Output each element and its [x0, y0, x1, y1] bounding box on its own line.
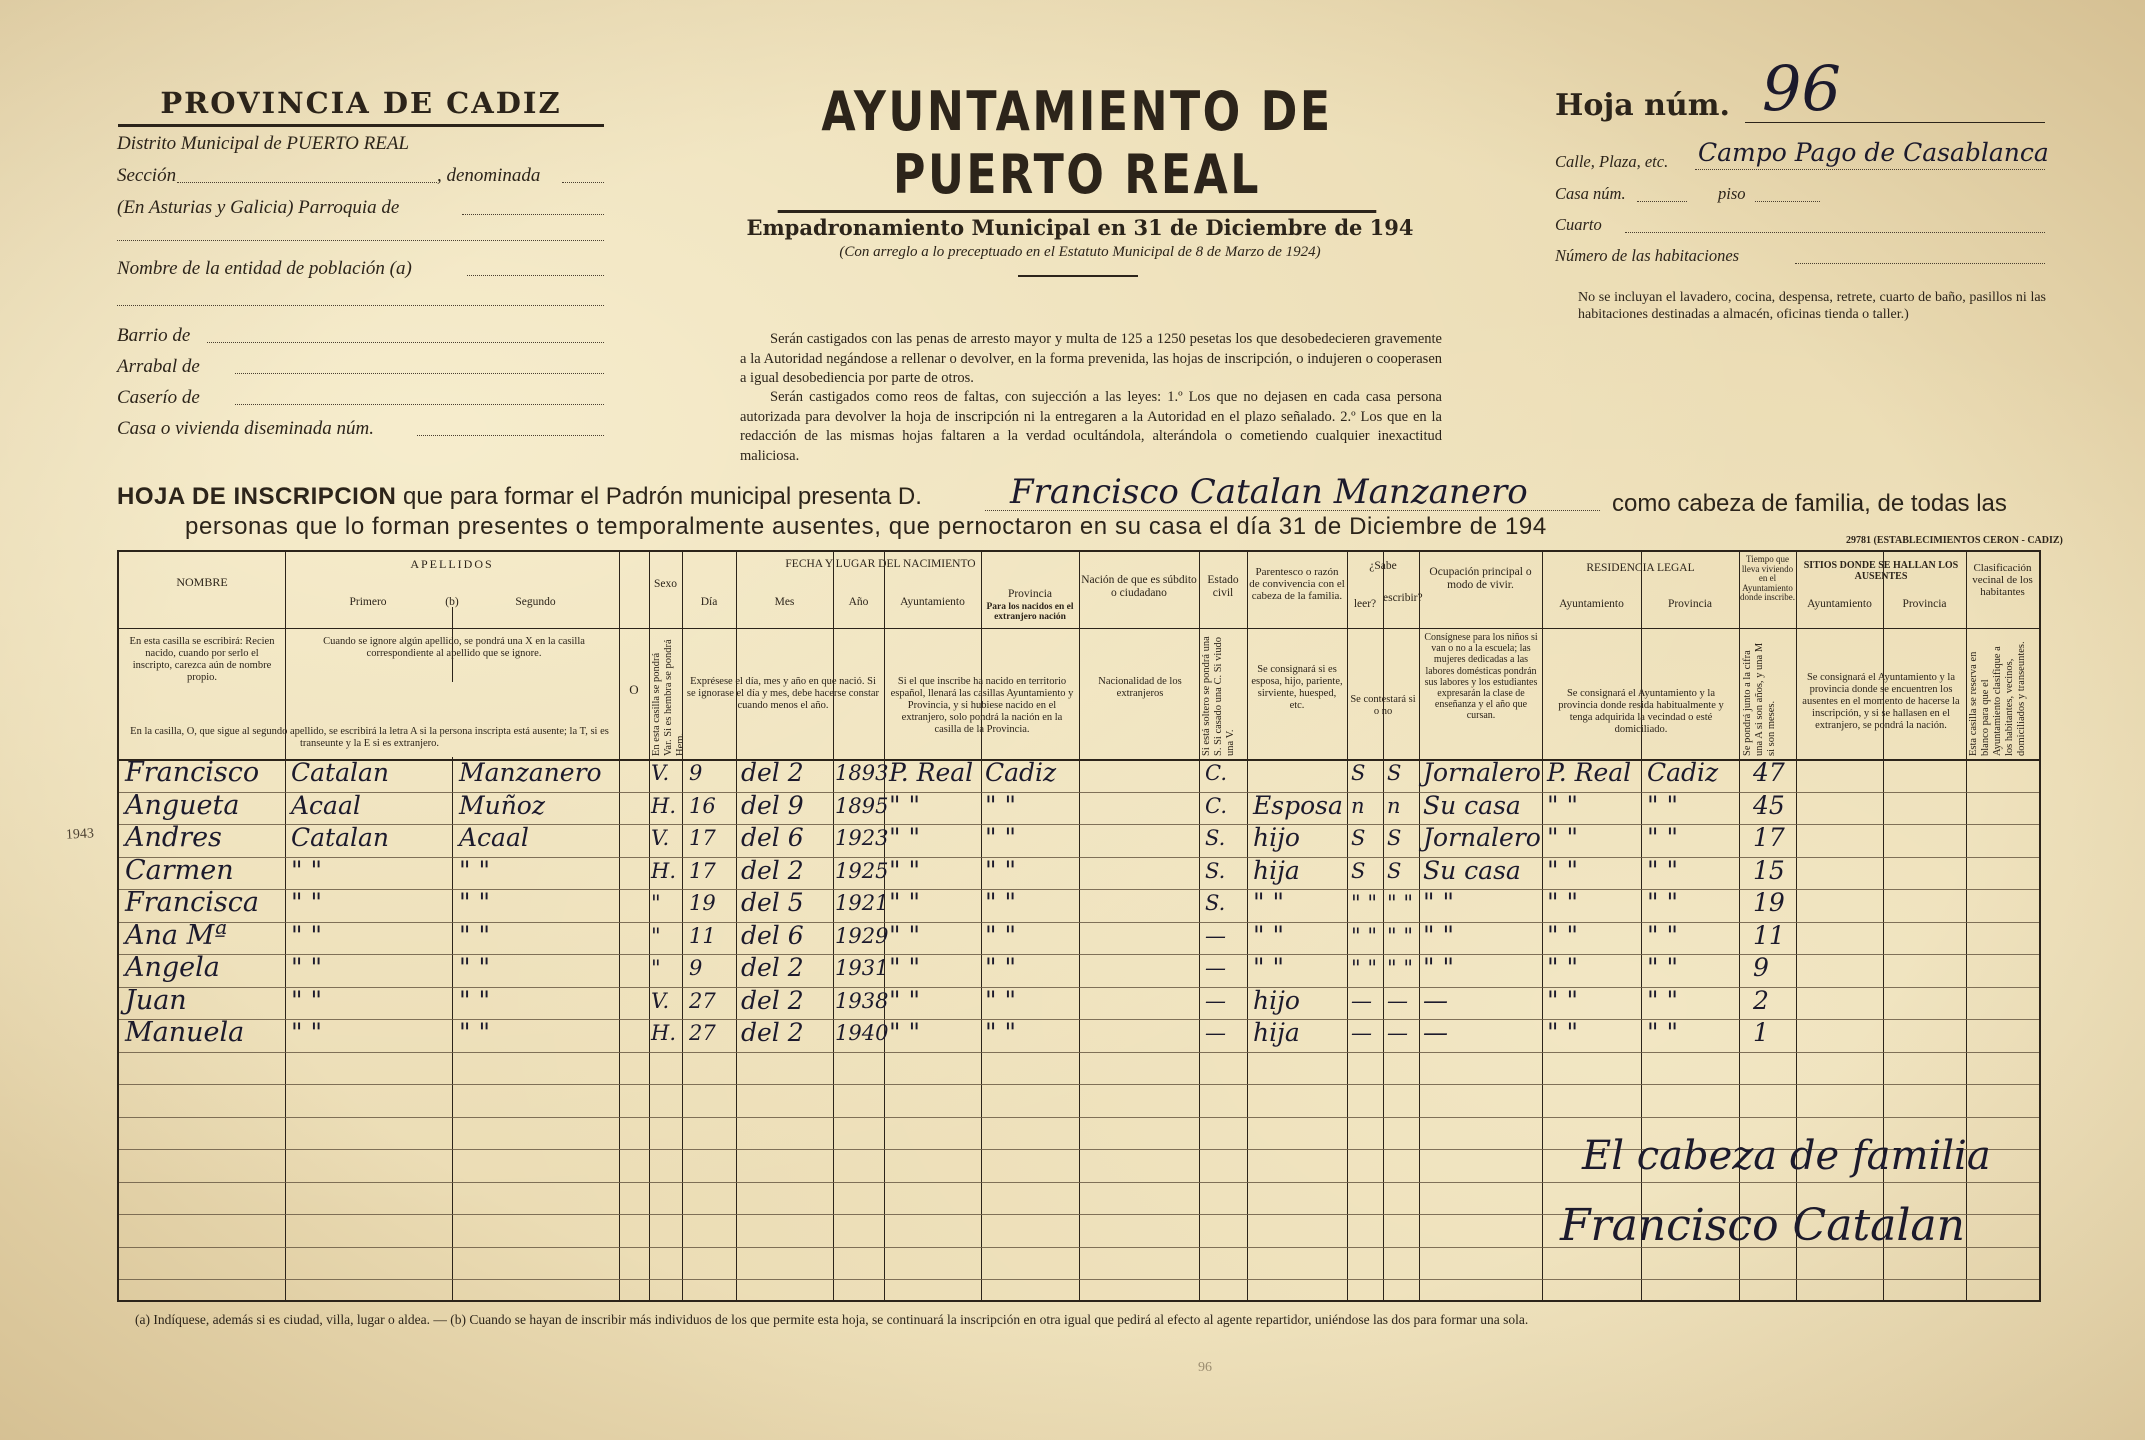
seccion-label: Sección	[117, 165, 177, 186]
cell-res-prov: " "	[1647, 985, 1678, 1015]
hdr-residencia: RESIDENCIA LEGAL	[1586, 562, 1695, 574]
cell-leer: S	[1351, 858, 1366, 883]
cell-ayto: " "	[889, 790, 920, 820]
cell-estado: —	[1205, 923, 1226, 948]
inst-lugar: Si el que inscribe ha nacido en territorio español, llenará las casillas Ayuntamiento y Provincia, y si hubiese nacido en el extranjero, solo pondrá la nación en la casilla de la Provincia.	[890, 676, 1074, 735]
cell-res-prov: " "	[1647, 888, 1678, 917]
inscripcion-text-1: que para formar el Padrón municipal presenta D.	[402, 483, 922, 510]
cell-res-ayto: " "	[1547, 823, 1578, 852]
cell-estado: C.	[1205, 793, 1227, 818]
cell-tiempo: 45	[1753, 790, 1785, 820]
arrabal-field[interactable]	[235, 373, 604, 374]
hdr-escribir: escribir?	[1383, 592, 1423, 604]
cell-primero: " "	[291, 855, 322, 885]
cell-prov: " "	[985, 855, 1016, 885]
cell-ocupacion: —	[1423, 1018, 1448, 1047]
diseminada-field[interactable]	[417, 435, 604, 436]
cell-ayto: " "	[889, 823, 920, 852]
empadronamiento-subtitle: (Con arreglo a lo preceptuado en el Estatuto Municipal de 8 de Marzo de 1924)	[839, 244, 1321, 260]
row-line	[119, 1052, 2039, 1053]
hdr-parentesco: Parentesco o razón de convivencia con el cabeza de la familia.	[1249, 566, 1345, 602]
cell-sexo: "	[651, 891, 661, 915]
hdr-nombre: NOMBRE	[176, 575, 228, 589]
row-line	[119, 1182, 2039, 1183]
row-line	[119, 1117, 2039, 1118]
header-divider	[119, 628, 2039, 629]
cell-parentesco: Esposa	[1253, 790, 1343, 820]
cell-escribir: S	[1387, 761, 1402, 785]
cell-ocupacion: " "	[1423, 888, 1454, 917]
inst-estado: Si está soltero se pondrá una S. Si casado una C. Si viudo una V.	[1201, 636, 1236, 756]
cell-segundo: " "	[459, 920, 490, 950]
cell-res-prov: " "	[1647, 1018, 1678, 1047]
cell-res-ayto: P. Real	[1547, 758, 1632, 787]
hdr-segundo: Segundo	[515, 596, 556, 608]
cell-escribir: " "	[1387, 891, 1413, 915]
cell-ocupacion: " "	[1423, 953, 1454, 982]
cell-estado: —	[1205, 988, 1226, 1013]
hdr-ayuntamiento: Ayuntamiento	[900, 596, 965, 608]
hdr-clasificacion: Clasificación vecinal de los habitantes	[1972, 562, 2033, 598]
cell-parentesco: " "	[1253, 888, 1284, 917]
row-line	[119, 1084, 2039, 1085]
seccion-line	[117, 165, 604, 191]
caserio-field[interactable]	[235, 404, 604, 405]
cell-nombre: Angela	[125, 952, 220, 983]
cabeza-name: Francisco Catalan Manzanero	[1010, 472, 1528, 512]
cell-parentesco: hijo	[1253, 823, 1300, 852]
hdr-sexo: Sexo	[654, 578, 677, 590]
calle-field[interactable]	[1695, 169, 2045, 170]
cell-nombre: Ana Mª	[125, 919, 228, 951]
inscripcion-title: HOJA DE INSCRIPCION	[117, 483, 397, 510]
hdr-leer: leer?	[1353, 598, 1377, 610]
cell-nombre: Andres	[125, 822, 222, 853]
entidad-field[interactable]	[467, 275, 604, 276]
cell-res-prov: " "	[1647, 790, 1678, 820]
cell-anio: 1921	[835, 891, 889, 915]
cell-ocupacion: Su casa	[1423, 790, 1521, 820]
denominada-label: , denominada	[437, 165, 541, 186]
hoja-label: Hoja núm.	[1555, 88, 1730, 123]
inscripcion-line-2: personas que lo forman presentes o temporalmente ausentes, que pernoctaron en su casa el día 31 de Diciembre de 194	[185, 513, 1547, 540]
cell-segundo: " "	[459, 1018, 490, 1047]
cell-dia: 19	[689, 891, 716, 915]
cell-res-prov: " "	[1647, 855, 1678, 885]
cell-tiempo: 15	[1753, 855, 1785, 885]
cell-parentesco: hija	[1253, 855, 1300, 885]
cell-res-ayto: " "	[1547, 953, 1578, 982]
inst-casilla-o: En la casilla, O, que sigue al segundo apellido, se escribirá la letra A si la persona inscripta está ausente; la T, si es transeunte y la E si es extranjero.	[130, 726, 609, 749]
hdr-dia: Día	[700, 596, 718, 608]
cell-tiempo: 19	[1753, 888, 1785, 917]
cell-sexo: H.	[651, 793, 676, 818]
hdr-fecha-lugar: FECHA Y LUGAR DEL NACIMIENTO	[785, 558, 976, 570]
cell-prov: " "	[985, 953, 1016, 982]
hoja-number: 96	[1762, 52, 1841, 125]
inst-sabe: Se contestará si o no	[1350, 694, 1416, 717]
cell-estado: —	[1205, 956, 1226, 980]
cell-dia: 17	[689, 826, 716, 850]
cell-res-prov: " "	[1647, 953, 1678, 982]
cell-parentesco: " "	[1253, 920, 1284, 950]
cell-nombre: Angueta	[125, 789, 240, 821]
inst-ocupacion: Consígnese para los niños si van o no a la escuela; las mujeres dedicadas a las labores domésticas pondrán sus labores y los estudiantes expresarán la clase de enseñanza y el año que cursan.	[1424, 632, 1538, 722]
cell-res-ayto: " "	[1547, 888, 1578, 917]
hdr-primero: Primero	[349, 596, 387, 608]
table-row	[119, 824, 2039, 857]
cell-ocupacion: " "	[1423, 920, 1454, 950]
cell-sexo: V.	[651, 761, 670, 785]
cell-escribir: " "	[1387, 956, 1413, 980]
cuarto-line	[1555, 215, 2045, 239]
cell-dia: 27	[689, 1021, 716, 1045]
distrito-label: Distrito Municipal de PUERTO REAL	[117, 133, 410, 154]
inscripcion-text-1-end: como cabeza de familia, de todas las	[1612, 490, 2007, 517]
cell-escribir: S	[1387, 858, 1402, 883]
cell-sexo: "	[651, 956, 661, 980]
cell-nombre: Francisco	[125, 757, 260, 788]
cell-segundo: Manzanero	[459, 758, 602, 787]
cell-leer: S	[1351, 761, 1366, 785]
footnote: (a) Indíquese, además si es ciudad, villa, lugar o aldea. — (b) Cuando se hayan de inscribir más individuos de los que permite esta hoja, se continuará la inscripción en otra igual que pedirá al efecto al agente repartidor, uniéndose las dos para formar una sola.	[135, 1312, 1529, 1327]
cell-escribir: " "	[1387, 923, 1413, 948]
hdr-ocupacion: Ocupación principal o modo de vivir.	[1429, 566, 1532, 591]
printer-stamp: 29781 (ESTABLECIMIENTOS CERON - CADIZ)	[1846, 535, 2063, 546]
cell-segundo: " "	[459, 985, 490, 1015]
cell-primero: Acaal	[291, 790, 361, 820]
cell-res-prov: " "	[1647, 823, 1678, 852]
cell-anio: 1938	[835, 988, 889, 1013]
inst-tiempo: Se pondrá junto a la cifra una A si son años, y una M si son meses.	[1742, 642, 1777, 756]
ayuntamiento-title: AYUNTAMIENTO DE PUERTO REAL	[778, 80, 1377, 213]
cell-res-ayto: " "	[1547, 790, 1578, 820]
barrio-label: Barrio de	[117, 325, 191, 346]
hdr-anio: Año	[848, 596, 869, 608]
cell-escribir: —	[1387, 1021, 1408, 1045]
table-row	[119, 789, 2039, 825]
cell-parentesco: " "	[1253, 953, 1284, 982]
habitaciones-line	[1555, 246, 2045, 270]
cell-ayto: P. Real	[889, 758, 974, 787]
cell-mes: del 9	[741, 790, 804, 820]
cell-dia: 11	[689, 923, 716, 948]
cell-primero: Catalan	[291, 758, 389, 787]
signature-title: El cabeza de familia	[1582, 1133, 1991, 1179]
cell-ayto: " "	[889, 888, 920, 917]
cell-primero: " "	[291, 953, 322, 982]
diseminada-label: Casa o vivienda diseminada núm.	[117, 418, 375, 439]
cell-ocupacion: Jornalero	[1423, 823, 1541, 852]
empadronamiento-title: Empadronamiento Municipal en 31 de Diciembre de 194	[746, 215, 1414, 240]
cell-segundo: " "	[459, 953, 490, 982]
cell-sexo: V.	[651, 826, 670, 850]
cell-dia: 17	[689, 858, 716, 883]
cell-anio: 1923	[835, 826, 889, 850]
parroquia-field-cont[interactable]	[117, 240, 604, 241]
cell-ocupacion: Su casa	[1423, 855, 1521, 885]
inst-sexo: En esta casilla se pondrá Var. Si es hembra se pondrá Hem.	[651, 639, 686, 756]
cell-mes: del 2	[741, 985, 804, 1015]
cell-ocupacion: —	[1423, 985, 1448, 1015]
cell-res-ayto: " "	[1547, 920, 1578, 950]
hdr-tiempo: Tiempo que lleva viviendo en el Ayuntamiento donde inscribe.	[1740, 554, 1795, 602]
inscripcion-line-1	[117, 483, 922, 511]
distrito-line	[117, 133, 604, 159]
margin-number: 1943	[65, 826, 95, 843]
warning-paragraph-2: Serán castigados como reos de faltas, con sujección a las leyes: 1.º Los que no dejasen en cada casa persona autorizada para devolver la hoja de inscripción ni la entregaren a la Autoridad en el plazo señalado. 2.º Los que en la redacción de las mismas hojas faltaren a la verdad ocultándola, alterándola o cometiendo cualquier inexactitud maliciosa.	[740, 389, 1442, 464]
casa-field[interactable]	[1637, 201, 1687, 202]
cell-anio: 1940	[835, 1021, 889, 1045]
cell-escribir: n	[1387, 793, 1401, 818]
cell-res-ayto: " "	[1547, 1018, 1578, 1047]
cell-dia: 9	[689, 761, 703, 785]
cell-mes: del 2	[741, 1018, 804, 1047]
cell-prov: Cadiz	[985, 758, 1057, 787]
cell-primero: " "	[291, 985, 322, 1015]
cell-nombre: Carmen	[125, 854, 234, 886]
cell-tiempo: 2	[1753, 985, 1769, 1015]
calle-value: Campo Pago de Casablanca	[1698, 138, 2049, 167]
cell-prov: " "	[985, 888, 1016, 917]
hdr-sitios: SITIOS DONDE SE HALLAN LOS AUSENTES	[1803, 560, 1959, 582]
cell-sexo: H.	[651, 858, 676, 883]
habitaciones-field[interactable]	[1795, 263, 2045, 264]
arrabal-label: Arrabal de	[117, 356, 200, 377]
cell-dia: 27	[689, 988, 716, 1013]
entidad-label: Nombre de la entidad de población (a)	[117, 258, 412, 279]
cell-prov: " "	[985, 790, 1016, 820]
barrio-line	[117, 325, 604, 351]
casa-line	[1555, 184, 2045, 208]
cell-anio: 1929	[835, 923, 889, 948]
cell-leer: —	[1351, 1021, 1372, 1045]
cell-nombre: Manuela	[125, 1017, 245, 1048]
diseminada-line	[117, 418, 604, 444]
cell-leer: " "	[1351, 891, 1377, 915]
cell-dia: 16	[689, 793, 716, 818]
cell-parentesco: hijo	[1253, 985, 1300, 1015]
cell-tiempo: 1	[1753, 1018, 1769, 1047]
cell-res-prov: Cadiz	[1647, 758, 1719, 787]
hdr-aus-prov: Provincia	[1902, 598, 1947, 610]
cell-ayto: " "	[889, 953, 920, 982]
cell-estado: S.	[1205, 891, 1226, 915]
inst-clasificacion: Esta casilla se reserva en blanco para que el Ayuntamiento clasifique a los habitantes, vecinos, domiciliados y transeuntes.	[1968, 641, 2027, 756]
seccion-field[interactable]	[177, 182, 437, 183]
cell-ayto: " "	[889, 855, 920, 885]
cell-primero: Catalan	[291, 823, 389, 852]
cell-dia: 9	[689, 956, 703, 980]
bottom-mark: 96	[1198, 1360, 1212, 1375]
cell-primero: " "	[291, 1018, 322, 1047]
hdr-res-ayto: Ayuntamiento	[1559, 598, 1624, 610]
cell-anio: 1925	[835, 858, 889, 883]
cell-prov: " "	[985, 1018, 1016, 1047]
hdr-mes: Mes	[774, 596, 795, 608]
cell-primero: " "	[291, 920, 322, 950]
cell-segundo: " "	[459, 855, 490, 885]
entidad-field-cont[interactable]	[117, 305, 604, 306]
cell-mes: del 2	[741, 953, 804, 982]
inst-apellidos: Cuando se ignore algún apellido, se pondrá una X en la casilla correspondiente al apellido que se ignore.	[323, 636, 585, 659]
cell-prov: " "	[985, 920, 1016, 950]
cell-segundo: Acaal	[459, 823, 529, 852]
cell-estado: S.	[1205, 826, 1226, 850]
cell-escribir: —	[1387, 988, 1408, 1013]
habitaciones-label: Número de las habitaciones	[1555, 246, 1740, 265]
parroquia-line	[117, 197, 604, 223]
calle-label: Calle, Plaza, etc.	[1555, 152, 1669, 171]
hdr-provincia-sub: Para los nacidos en el extranjero nación	[986, 602, 1074, 622]
parroquia-field[interactable]	[462, 214, 604, 215]
cell-anio: 1931	[835, 956, 889, 980]
table-row	[119, 1019, 2039, 1052]
cuarto-field[interactable]	[1625, 232, 2045, 233]
table-row	[119, 954, 2039, 987]
inst-nombre: En esta casilla se escribirá: Recien nacido, cuando por serlo el inscripto, carezca aún de nombre propio.	[129, 636, 275, 683]
inst-nacion: Nacionalidad de los extranjeros	[1098, 676, 1182, 699]
table-row	[119, 889, 2039, 922]
ornament-divider	[1018, 275, 1138, 281]
hdr-circle-o: O	[629, 682, 639, 697]
cell-mes: del 2	[741, 758, 804, 787]
inst-ausentes: Se consignará el Ayuntamiento y la provincia donde se encuentren los ausentes en el momento de hacerse la inscripción, y si se hallasen en el extranjero, se pondrá la nación.	[1802, 672, 1960, 731]
inscription-table	[117, 550, 2041, 1302]
cell-primero: " "	[291, 888, 322, 917]
cell-ayto: " "	[889, 985, 920, 1015]
cell-res-prov: " "	[1647, 920, 1678, 950]
row-line	[119, 1279, 2039, 1280]
cell-leer: n	[1351, 793, 1365, 818]
arrabal-line	[117, 356, 604, 382]
cell-tiempo: 17	[1753, 823, 1785, 852]
cell-segundo: " "	[459, 888, 490, 917]
cuarto-label: Cuarto	[1555, 215, 1602, 234]
inst-fecha: Exprésese el día, mes y año en que nació. Si se ignorase el día y mes, debe hacerse constar cuando menos el año.	[686, 676, 880, 711]
cell-ocupacion: Jornalero	[1423, 758, 1541, 787]
warning-paragraph-1: Serán castigados con las penas de arresto mayor y multa de 125 a 1250 pesetas los que desobedecieren gravemente a la Autoridad negándose a rellenar o devolver, en la forma prevenida, las hojas de inscripción, o indujeren o cooperasen a igual desobediencia por parte de otros.	[740, 331, 1442, 386]
hdr-aus-ayto: Ayuntamiento	[1807, 598, 1872, 610]
cell-tiempo: 47	[1753, 758, 1785, 787]
cell-res-ayto: " "	[1547, 855, 1578, 885]
provincia-title: PROVINCIA DE CADIZ	[118, 86, 604, 127]
cell-ayto: " "	[889, 1018, 920, 1047]
cell-sexo: "	[651, 923, 661, 948]
cell-anio: 1895	[835, 793, 889, 818]
cell-estado: S.	[1205, 858, 1226, 883]
denominada-field[interactable]	[562, 182, 604, 183]
cell-mes: del 6	[741, 823, 804, 852]
cell-tiempo: 11	[1753, 920, 1785, 950]
hdr-sabe: ¿Sabe	[1369, 560, 1397, 572]
calle-line	[1555, 138, 2049, 176]
cell-sexo: H.	[651, 1021, 676, 1045]
inst-parentesco: Se consignará si es esposa, hijo, pariente, sirviente, huesped, etc.	[1251, 664, 1343, 711]
piso-field[interactable]	[1755, 201, 1820, 202]
cell-leer: —	[1351, 988, 1372, 1013]
parroquia-label: (En Asturias y Galicia) Parroquia de	[117, 197, 400, 218]
caserio-line	[117, 387, 604, 413]
cell-mes: del 2	[741, 855, 804, 885]
hdr-res-prov: Provincia	[1667, 598, 1713, 610]
inst-residencia: Se consignará el Ayuntamiento y la provincia donde resida habitualmente y tenga adquirida la vecindad o esté domiciliado.	[1558, 688, 1724, 735]
table-row	[119, 919, 2039, 955]
casa-label: Casa núm.	[1555, 184, 1626, 203]
cell-anio: 1893	[835, 761, 889, 785]
signature-name: Francisco Catalan	[1560, 1200, 1966, 1251]
entidad-line	[117, 258, 604, 284]
cell-nombre: Juan	[125, 984, 187, 1016]
caserio-label: Caserío de	[117, 387, 200, 408]
hdr-b: (b)	[445, 596, 459, 608]
hdr-apellidos: APELLIDOS	[410, 557, 494, 571]
barrio-field[interactable]	[207, 342, 604, 343]
cell-leer: S	[1351, 826, 1366, 850]
cell-parentesco: hija	[1253, 1018, 1300, 1047]
cell-mes: del 6	[741, 920, 804, 950]
cell-prov: " "	[985, 823, 1016, 852]
habitaciones-note: No se incluyan el lavadero, cocina, despensa, retrete, cuarto de baño, pasillos ni las habitaciones destinadas a almacén, oficinas tienda o taller.)	[1578, 290, 2046, 322]
cell-tiempo: 9	[1753, 953, 1769, 982]
table-row	[119, 759, 2039, 792]
cell-leer: " "	[1351, 923, 1377, 948]
cell-segundo: Muñoz	[459, 790, 546, 820]
hdr-nacion: Nación de que es súbdito o ciudadano	[1081, 574, 1197, 599]
cell-res-ayto: " "	[1547, 985, 1578, 1015]
cell-leer: " "	[1351, 956, 1377, 980]
cell-estado: —	[1205, 1021, 1226, 1045]
cell-ayto: " "	[889, 920, 920, 950]
table-row	[119, 854, 2039, 890]
hdr-estado-civil: Estado civil	[1207, 574, 1239, 599]
cell-sexo: V.	[651, 988, 670, 1013]
cell-mes: del 5	[741, 888, 804, 917]
cell-nombre: Francisca	[125, 887, 259, 918]
cell-escribir: S	[1387, 826, 1402, 850]
cell-prov: " "	[985, 985, 1016, 1015]
cell-estado: C.	[1205, 761, 1227, 785]
piso-label: piso	[1718, 184, 1746, 203]
hdr-provincia: Provincia	[1007, 588, 1053, 600]
table-row	[119, 984, 2039, 1020]
